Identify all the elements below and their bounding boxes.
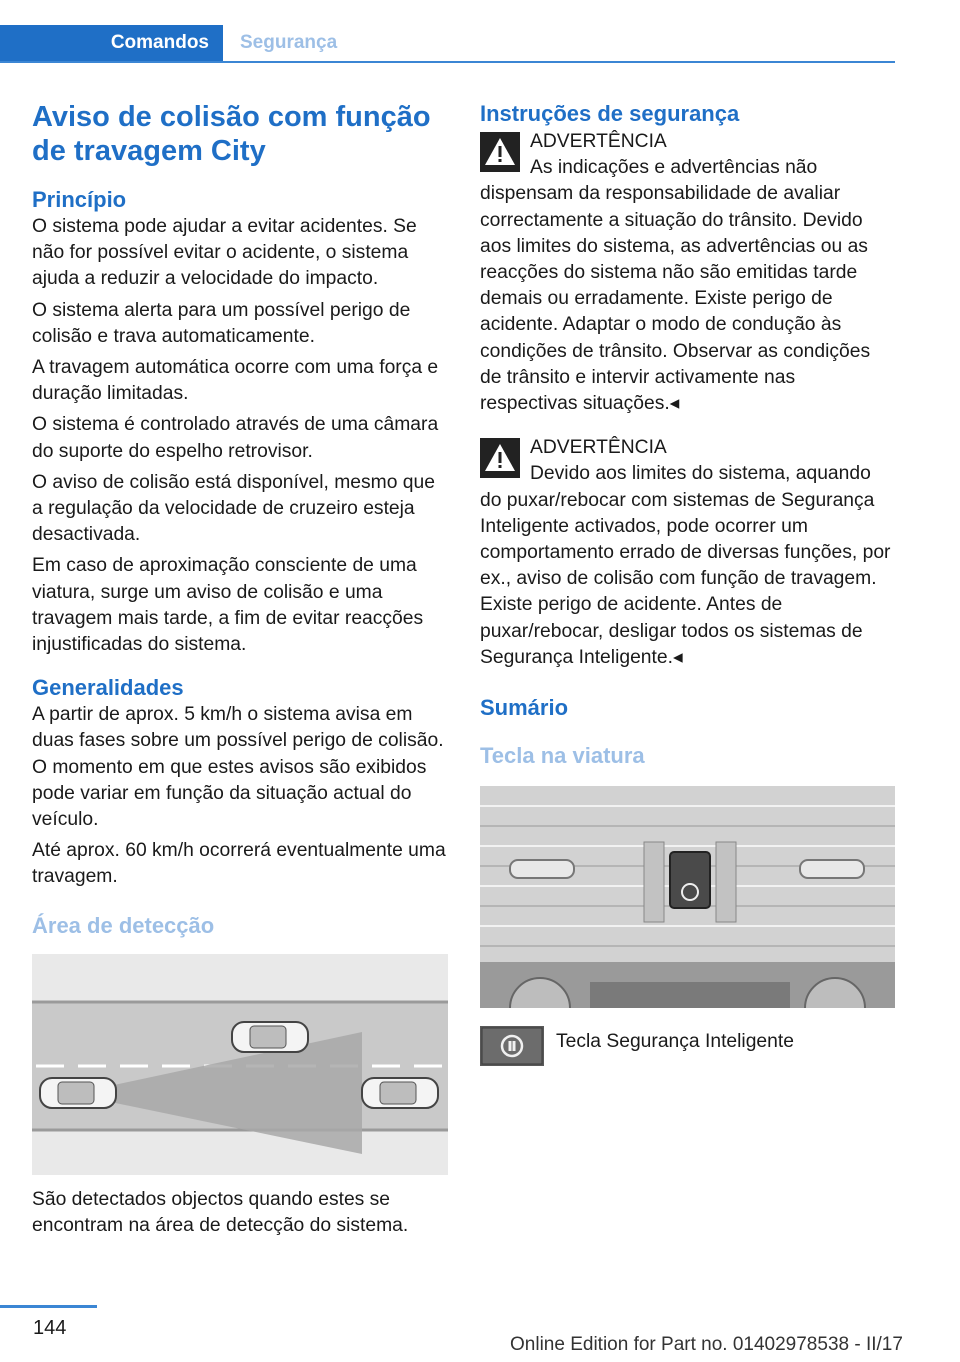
detection-area-illustration <box>32 954 448 1175</box>
dashboard-illustration <box>480 786 895 1008</box>
page-title: Aviso de colisão com função de travagem City <box>32 101 431 167</box>
principle-paragraph: O sistema alerta para um possível perigo de colisão e trava automaticamente. <box>32 299 411 347</box>
header-bar <box>0 25 895 63</box>
warning-block <box>480 128 895 417</box>
page-number: 144 <box>33 1317 67 1339</box>
warning-text: As indicações e advertências não dispensam da responsabilidade de avaliar correctamente a situação do trânsito. Devido aos limites do sistema, as advertências ou as reacções do sistema não são emitidas tarde demais ou erradamente. Existe perigo de acidente. Adaptar o modo de condução às condições de trânsito. Observar as condições de trânsito e intervir activamente nas respectivas situações.◂ <box>480 157 871 415</box>
car-own-icon <box>362 1078 438 1108</box>
safety-button-icon <box>670 852 710 908</box>
principle-paragraph: A travagem automática ocorre com uma força e duração limitadas. <box>32 357 439 405</box>
summary-heading: Sumário <box>480 695 569 721</box>
tab-seguranca[interactable]: Segurança <box>240 32 338 53</box>
warning-title: ADVERTÊNCIA <box>530 131 667 152</box>
warning-title: ADVERTÊNCIA <box>530 437 667 459</box>
principle-heading: Princípio <box>32 187 127 212</box>
warning-text: Devido aos limites do sistema, aquando do puxar/rebocar com sistemas de Segurança Inteligente activados, pode ocorrer um comportamento errado de diversas funções, por ex., aviso de colisão com função de travagem. Existe perigo de acidente. Antes de puxar/rebocar, desligar todos os sistemas de Segurança Inteligente.◂ <box>480 463 891 668</box>
principle-paragraph: O sistema pode ajudar a evitar acidentes. Se não for possível evitar o acidente, o sistema ajuda a reduzir a velocidade do impacto. <box>32 216 417 290</box>
general-paragraph: A partir de aprox. 5 km/h o sistema avisa em duas fases sobre um possível perigo de colisão. O momento em que estes avisos são exibidos pode variar em função da situação actual do veículo. <box>32 704 444 831</box>
key-label: Tecla Segurança Inteligente <box>556 1031 794 1053</box>
warning-block <box>480 434 895 671</box>
car-left-icon <box>40 1078 116 1108</box>
detection-area-figure <box>32 954 448 1175</box>
general-paragraph: Até aprox. 60 km/h ocorrerá eventualmente uma travagem. <box>32 840 446 888</box>
detection-heading: Área de detecção <box>32 912 215 938</box>
right-column <box>480 100 895 1070</box>
edition-text: Online Edition for Part no. 01402978538 - II/17 <box>510 1334 903 1355</box>
principle-paragraph: O aviso de colisão está disponível, mesmo que a regulação da velocidade de cruzeiro esteja desactivada. <box>32 471 435 546</box>
car-front-icon <box>232 1022 308 1052</box>
key-heading: Tecla na viatura <box>480 743 645 769</box>
key-legend <box>480 1026 895 1070</box>
tab-comandos[interactable]: Comandos <box>0 25 223 61</box>
warning-triangle-icon <box>480 438 520 478</box>
principle-paragraph: Em caso de aproximação consciente de uma viatura, surge um aviso de colisão e uma travagem mais tarde, a fim de evitar reacções injustificadas do sistema. <box>32 555 424 656</box>
detection-caption: São detectados objectos quando estes se encontram na área de detecção do sistema. <box>32 1188 409 1236</box>
warning-triangle-icon <box>480 132 520 172</box>
left-column <box>32 100 448 1244</box>
intelligent-safety-key-icon <box>480 1026 544 1066</box>
dashboard-button-figure <box>480 786 895 1008</box>
footer-rule <box>0 1305 97 1308</box>
principle-paragraph: O sistema é controlado através de uma câmara do suporte do espelho retrovisor. <box>32 414 439 462</box>
general-heading: Generalidades <box>32 675 184 701</box>
safety-heading: Instruções de segurança <box>480 101 740 126</box>
